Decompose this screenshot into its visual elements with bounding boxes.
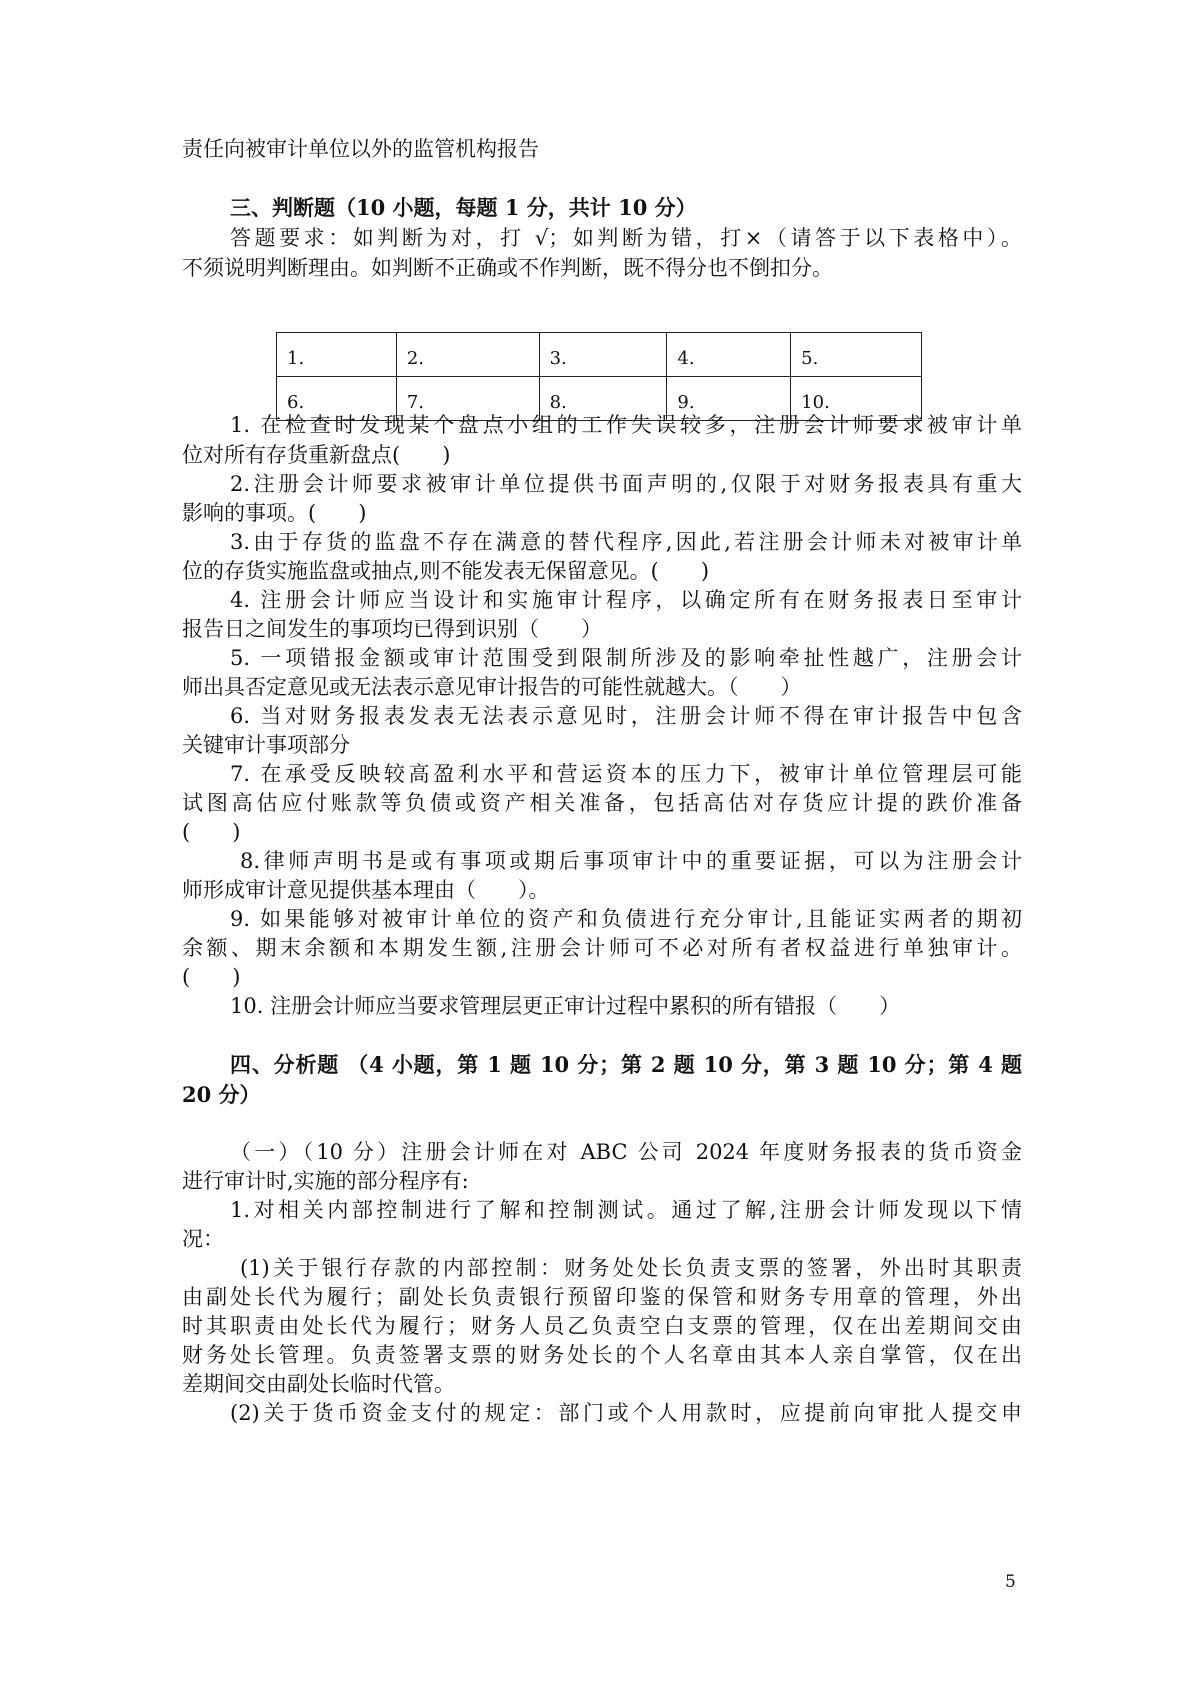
- case-intro-line-2: 进行审计时,实施的部分程序有:: [182, 1169, 469, 1193]
- bank-control-line-2: 由副处长代为履行；副处长负责银行预留印鉴的保管和财务专用章的管理，外出: [182, 1285, 1022, 1309]
- question-3-line-2: 位的存货实施监盘或抽点,则不能发表无保留意见。( ): [182, 559, 710, 583]
- answer-cell[interactable]: 9.: [667, 377, 791, 421]
- question-3-line-1: 3.由于存货的监盘不存在满意的替代程序,因此,若注册会计师未对被审计单: [230, 530, 1022, 554]
- answer-cell[interactable]: 7.: [396, 377, 539, 421]
- continued-text-line: 责任向被审计单位以外的监管机构报告: [182, 137, 539, 161]
- bank-control-line-3: 时其职责由处长代为履行；财务人员乙负责空白支票的管理，仅在出差期间交由: [182, 1314, 1022, 1338]
- bank-control-line-5: 差期间交由副处长临时代管。: [182, 1372, 455, 1396]
- page-number: 5: [1005, 1572, 1016, 1592]
- question-2-line-1: 2.注册会计师要求被审计单位提供书面声明的,仅限于对财务报表具有重大: [230, 472, 1022, 496]
- question-5-line-2: 师出具否定意见或无法表示意见审计报告的可能性就越大。（ ）: [182, 675, 802, 699]
- question-6-line-2: 关键审计事项部分: [182, 733, 350, 757]
- question-7-line-3: ( ): [182, 820, 241, 844]
- bank-control-line-4: 财务处长管理。负责签署支票的财务处长的个人名章由其本人亲自掌管，仅在出: [182, 1343, 1022, 1367]
- answer-cell[interactable]: 2.: [396, 333, 539, 377]
- question-9-line-1: 9. 如果能够对被审计单位的资产和负债进行充分审计,且能证实两者的期初: [230, 907, 1022, 931]
- procedure-1-line-2: 况：: [182, 1227, 224, 1251]
- bank-control-line-1: (1)关于银行存款的内部控制：财务处处长负责支票的签署，外出时其职责: [240, 1256, 1022, 1280]
- question-2-line-2: 影响的事项。( ): [182, 501, 367, 525]
- question-7-line-1: 7. 在承受反映较高盈利水平和营运资本的压力下，被审计单位管理层可能: [230, 762, 1022, 786]
- answer-cell[interactable]: 5.: [791, 333, 922, 377]
- question-8-line-1: 8.律师声明书是或有事项或期后事项审计中的重要证据，可以为注册会计: [240, 849, 1022, 873]
- answer-cell[interactable]: 1.: [277, 333, 397, 377]
- question-4-line-2: 报告日之间发生的事项均已得到识别（ ）: [182, 617, 602, 641]
- answer-cell[interactable]: 8.: [539, 377, 667, 421]
- answer-requirements-line-1: 答题要求：如判断为对，打 √；如判断为错，打×（请答于以下表格中）。: [230, 226, 1022, 250]
- answer-cell[interactable]: 6.: [277, 377, 397, 421]
- question-8-line-2: 师形成审计意见提供基本理由（ ）。: [182, 878, 550, 902]
- question-4-line-1: 4. 注册会计师应当设计和实施审计程序，以确定所有在财务报表日至审计: [230, 588, 1022, 612]
- payment-rule-line-1: (2)关于货币资金支付的规定：部门或个人用款时，应提前向审批人提交申: [230, 1401, 1022, 1425]
- question-9-line-2: 余额、期末余额和本期发生额,注册会计师可不必对所有者权益进行单独审计。: [182, 936, 1022, 960]
- question-1-line-2: 位对所有存货重新盘点( ): [182, 443, 451, 467]
- procedure-1-line-1: 1.对相关内部控制进行了解和控制测试。通过了解,注册会计师发现以下情: [230, 1198, 1022, 1222]
- section-4-heading-line-1: 四、分析题 （4 小题，第 1 题 10 分；第 2 题 10 分，第 3 题 10 分；第 4 题: [230, 1052, 1022, 1077]
- answer-cell[interactable]: 4.: [667, 333, 791, 377]
- answer-requirements-line-2: 不须说明判断理由。如判断不正确或不作判断，既不得分也不倒扣分。: [182, 256, 833, 280]
- answer-table-row: [277, 333, 922, 377]
- question-5-line-1: 5. 一项错报金额或审计范围受到限制所涉及的影响牵扯性越广，注册会计: [230, 646, 1022, 670]
- question-6-line-1: 6. 当对财务报表发表无法表示意见时，注册会计师不得在审计报告中包含: [230, 704, 1022, 728]
- case-intro-line-1: （一）（10 分）注册会计师在对 ABC 公司 2024 年度财务报表的货币资金: [230, 1140, 1022, 1164]
- question-7-line-2: 试图高估应付账款等负债或资产相关准备，包括高估对存货应计提的跌价准备: [182, 791, 1022, 815]
- question-1-line-1: 1. 在检查时发现某个盘点小组的工作失误较多，注册会计师要求被审计单: [230, 413, 1022, 437]
- answer-table: [276, 332, 922, 421]
- question-9-line-3: ( ): [182, 965, 241, 989]
- question-10-line-1: 10. 注册会计师应当要求管理层更正审计过程中累积的所有错报（ ）: [230, 994, 901, 1018]
- section-4-heading-line-2: 20 分）: [182, 1082, 261, 1107]
- answer-cell[interactable]: 10.: [791, 377, 922, 421]
- answer-cell[interactable]: 3.: [539, 333, 667, 377]
- section-3-heading: 三、判断题（10 小题，每题 1 分，共计 10 分）: [230, 195, 697, 220]
